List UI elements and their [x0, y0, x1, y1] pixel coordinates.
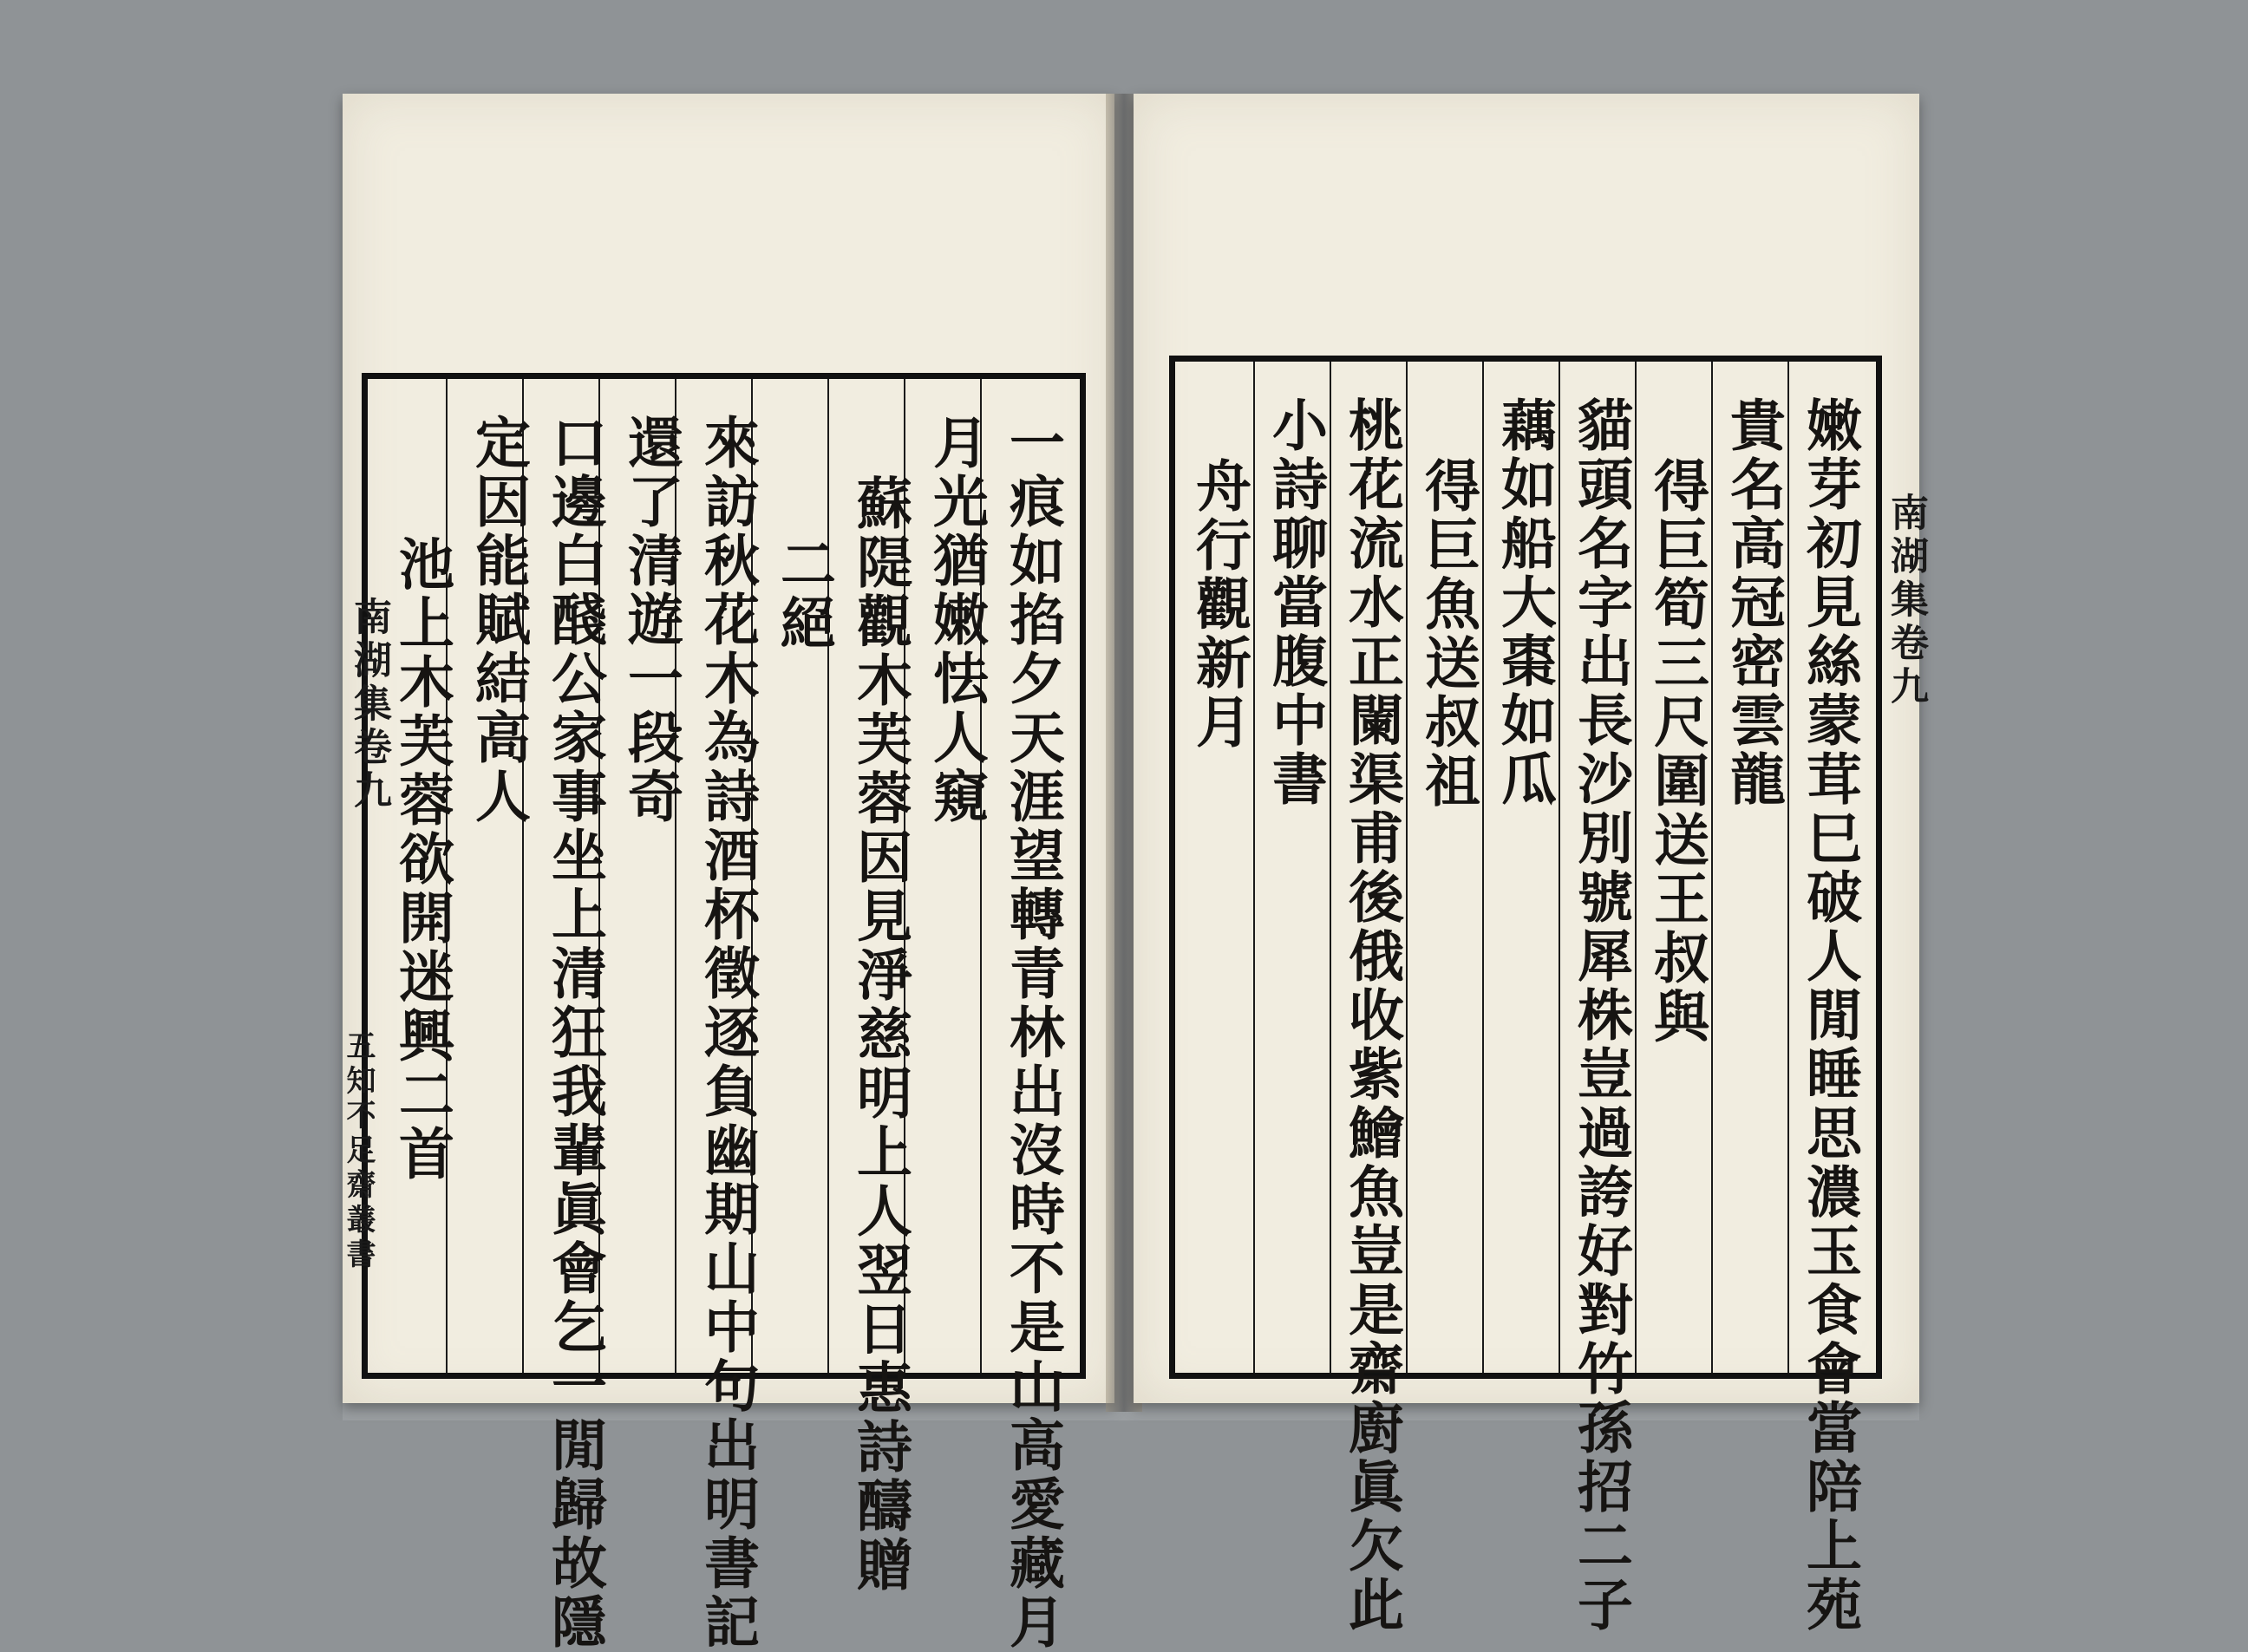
- text-column: 池上木芙蓉欲開迷興二首: [389, 535, 454, 1184]
- text-column: 嫩芽初見絲蒙茸巳破人閒睡思濃玉食會當陪上苑: [1797, 396, 1862, 1635]
- text-column: 舟行觀新月: [1186, 457, 1251, 752]
- text-column: 藕如船大棗如瓜: [1492, 396, 1557, 809]
- text-column: 桃花流水正闌渠甫後俄收紫鱠魚豈是齋廚眞欠此: [1339, 396, 1404, 1635]
- text-column: 蘇隄觀木芙蓉因見淨慈明上人翌日惠詩醻贈: [847, 474, 912, 1595]
- column-rule: [1406, 362, 1408, 1373]
- text-column: 來訪秋花木為詩酒杯徵逐負幽期山中句出明書記: [695, 414, 760, 1652]
- column-rule: [827, 379, 829, 1373]
- column-rule: [1559, 362, 1560, 1373]
- text-column: 貴名高冠密雲龍: [1721, 396, 1786, 809]
- column-rule: [1330, 362, 1331, 1373]
- column-rule: [1635, 362, 1637, 1373]
- text-column: 得巨筍三尺圍送王叔與: [1644, 457, 1709, 1047]
- fold-title: 南湖集卷九: [1884, 493, 1928, 709]
- text-column: 月光猶嫩怯人窺: [924, 414, 989, 826]
- text-column: 小詩聊當腹中書: [1263, 396, 1328, 809]
- column-rule: [1787, 362, 1789, 1373]
- open-book: [341, 94, 1928, 1652]
- left-text-frame: [362, 373, 1086, 1652]
- fold-title: 南湖集卷九: [347, 597, 391, 813]
- text-column: 一痕如掐夕天涯望轉青林出沒時不是山高愛藏月: [1000, 414, 1065, 1652]
- column-rule: [1482, 362, 1484, 1373]
- text-column: 口邊白醆公家事坐上清狂我輩眞會乞一閒歸故隱: [542, 414, 607, 1652]
- right-text-frame: [1169, 356, 1882, 1635]
- left-page: [341, 94, 1114, 1652]
- column-rule: [1253, 362, 1255, 1373]
- right-page: [1134, 94, 1928, 1635]
- text-column: 得巨魚送叔祖: [1415, 457, 1480, 811]
- column-rule: [1711, 362, 1713, 1373]
- fold-printer: 五知不足齋叢書: [341, 1030, 376, 1273]
- text-column: 二絕: [771, 535, 836, 653]
- text-column: 貓頭名字出長沙別號犀株豈過誇好對竹孫招二子: [1568, 396, 1633, 1635]
- text-column: 定因能賦結高人: [466, 414, 531, 826]
- text-column: 還了清遊一段奇: [618, 414, 683, 826]
